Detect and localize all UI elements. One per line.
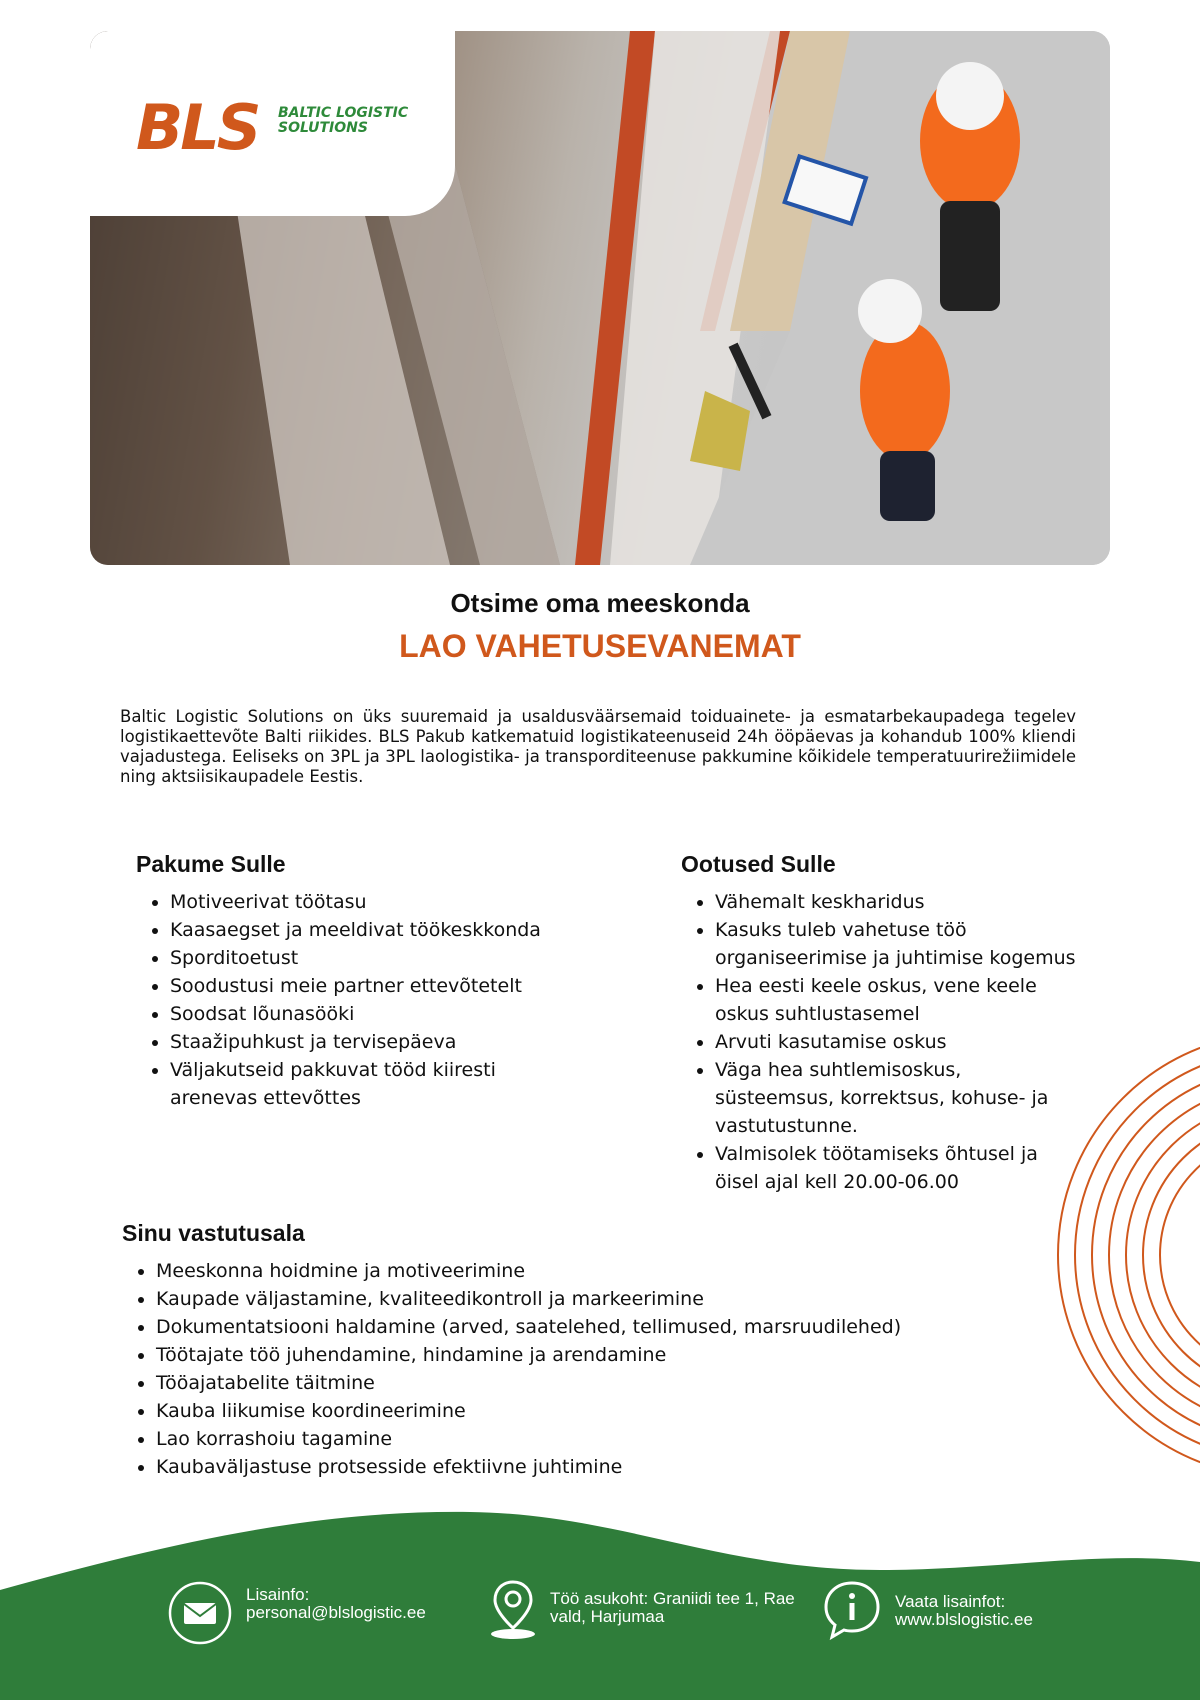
info-url[interactable]: www.blslogistic.ee bbox=[895, 1610, 1033, 1629]
list-item: • Kaubaväljastuse protsesside efektiivne juhtimine bbox=[156, 1453, 1022, 1481]
list-item: • Meeskonna hoidmine ja motiveerimine bbox=[156, 1257, 1022, 1285]
list-item: • Staažipuhkust ja tervisepäeva bbox=[170, 1028, 576, 1056]
page-kicker: Otsime oma meeskonda bbox=[450, 588, 750, 618]
list-item: • Soodsat lõunasööki bbox=[170, 1000, 576, 1028]
duties-title: Sinu vastutusala bbox=[122, 1220, 305, 1246]
info-chat-icon bbox=[822, 1579, 882, 1641]
logo-wordmark bbox=[278, 106, 408, 136]
location-line-1: Töö asukoht: Graniidi tee 1, Rae bbox=[550, 1589, 795, 1608]
list-item: • Lao korrashoiu tagamine bbox=[156, 1425, 1022, 1453]
envelope-icon bbox=[168, 1581, 232, 1645]
info-label: Vaata lisainfot: bbox=[895, 1592, 1006, 1611]
footer-location bbox=[550, 1590, 795, 1626]
offer-list bbox=[136, 888, 576, 1112]
list-item: • Töötajate töö juhendamine, hindamine ja arendamine bbox=[156, 1341, 1022, 1369]
list-item: • Motiveerivat töötasu bbox=[170, 888, 576, 916]
list-item: • Väga hea suhtlemisoskus, süsteemsus, korrektsus, kohuse- ja vastutustunne. bbox=[715, 1056, 1081, 1140]
decorative-rings bbox=[1050, 1030, 1200, 1480]
duties-list bbox=[122, 1257, 1022, 1481]
footer-info bbox=[895, 1593, 1033, 1629]
expectations-title: Ootused Sulle bbox=[681, 851, 836, 877]
expectations-list bbox=[681, 888, 1081, 1196]
logo-card bbox=[90, 31, 455, 216]
intro-paragraph: Baltic Logistic Solutions on üks suuremaid ja usaldusväärsemaid toiduainete- ja esmatarbekaupadega tegelev logistikaettevõte Balti riikides. BLS Pakub katkematuid logistikateenuseid 24h ööpäevas ja kohandub 100% kliendi vajadustega. Eeliseks on 3PL ja 3PL laologistika- ja transporditeenuse pakkumine kõikidele temperatuurirežiimidele ning aktsiisikaupadele Eestis. bbox=[120, 707, 1076, 786]
list-item: • Kasuks tuleb vahetuse töö organiseerimise ja juhtimise kogemus bbox=[715, 916, 1081, 972]
list-item: • Sporditoetust bbox=[170, 944, 576, 972]
list-item: • Vähemalt keskharidus bbox=[715, 888, 1081, 916]
list-item: • Väljakutseid pakkuvat tööd kiiresti arenevas ettevõttes bbox=[170, 1056, 576, 1112]
list-item: • Tööajatabelite täitmine bbox=[156, 1369, 1022, 1397]
location-line-2: vald, Harjumaa bbox=[550, 1607, 665, 1626]
expectations-section bbox=[681, 851, 1081, 1196]
list-item: • Valmisolek töötamiseks õhtusel ja öisel ajal kell 20.00-06.00 bbox=[715, 1140, 1081, 1196]
offer-section bbox=[136, 851, 576, 1112]
list-item: • Hea eesti keele oskus, vene keele oskus suhtlustasemel bbox=[715, 972, 1081, 1028]
duties-section bbox=[122, 1220, 1022, 1481]
location-pin-icon bbox=[488, 1578, 538, 1640]
list-item: • Dokumentatsiooni haldamine (arved, saatelehed, tellimused, marsruudilehed) bbox=[156, 1313, 1022, 1341]
list-item: • Kauba liikumise koordineerimine bbox=[156, 1397, 1022, 1425]
bls-logo: BLS bbox=[136, 91, 259, 164]
list-item: • Kaasaegset ja meeldivat töökeskkonda bbox=[170, 916, 576, 944]
list-item: • Kaupade väljastamine, kvaliteedikontroll ja markeerimine bbox=[156, 1285, 1022, 1313]
logo-line-2: SOLUTIONS bbox=[278, 120, 368, 136]
logo-line-1: BALTIC LOGISTIC bbox=[278, 105, 409, 121]
list-item: • Arvuti kasutamise oskus bbox=[715, 1028, 1081, 1056]
offer-title: Pakume Sulle bbox=[136, 851, 286, 877]
page-title: LAO VAHETUSEVANEMAT bbox=[399, 628, 801, 664]
contact-email[interactable]: personal@blslogistic.ee bbox=[246, 1603, 426, 1622]
list-item: • Soodustusi meie partner ettevõtetelt bbox=[170, 972, 576, 1000]
hero-image bbox=[90, 31, 1110, 565]
contact-label: Lisainfo: bbox=[246, 1585, 310, 1604]
footer-contact bbox=[246, 1586, 426, 1622]
